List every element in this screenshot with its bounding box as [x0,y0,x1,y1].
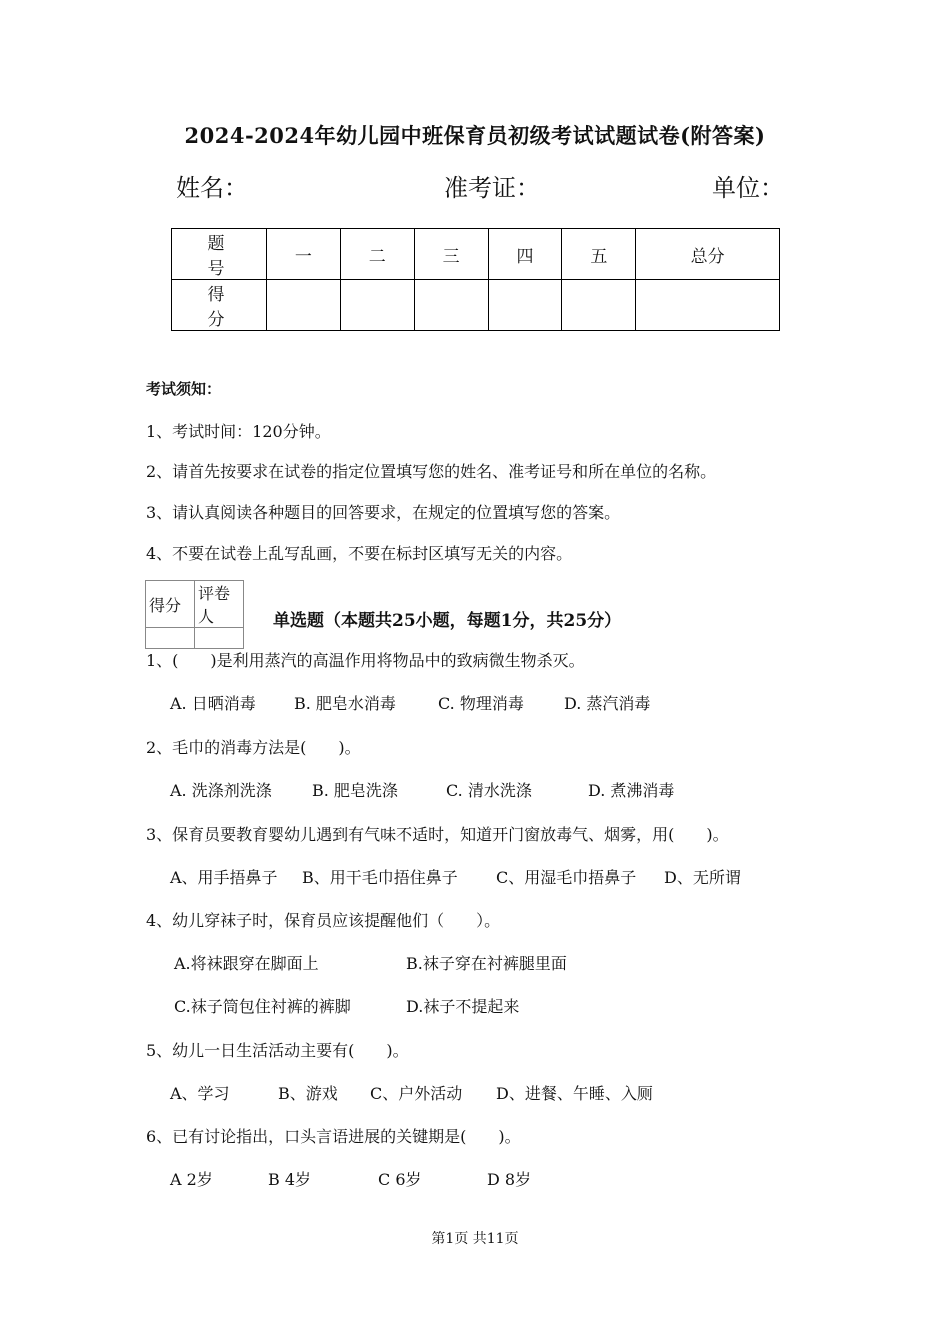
score-cell-total[interactable] [636,280,780,331]
option-c[interactable]: C.袜子筒包住衬裤的裤脚 [174,997,351,1016]
option-c[interactable]: C、用湿毛巾捂鼻子 [496,868,637,887]
option-c[interactable]: C、户外活动 [370,1084,463,1103]
question-stem: 5、幼儿一日生活活动主要有( )。 [146,1041,409,1060]
option-b[interactable]: B.袜子穿在衬裤腿里面 [406,954,567,973]
option-b[interactable]: B 4岁 [268,1170,312,1189]
question-stem: 6、已有讨论指出，口头言语进展的关键期是( )。 [146,1127,521,1146]
note-item: 2、请首先按要求在试卷的指定位置填写您的姓名、准考证号和所在单位的名称。 [146,462,717,481]
exam-id-field-label: 准考证： [444,174,540,202]
notes-heading: 考试须知： [146,380,222,398]
option-c[interactable]: C 6岁 [378,1170,422,1189]
section-4-header: 四 [488,229,562,280]
note-item: 4、不要在试卷上乱写乱画，不要在标封区填写无关的内容。 [146,544,573,563]
note-item: 1、考试时间：120分钟。 [146,422,331,441]
grader-name-label: 评卷人 [195,581,244,628]
section-2-header: 二 [340,229,414,280]
total-header: 总分 [636,229,780,280]
grader-score-cell[interactable] [146,628,195,649]
option-d[interactable]: D、进餐、午睡、入厕 [496,1084,653,1103]
option-a[interactable]: A、用手捂鼻子 [170,868,278,887]
question-number-label: 题 号 [172,229,267,280]
score-cell-5[interactable] [562,280,636,331]
option-a[interactable]: A 2岁 [170,1170,213,1189]
option-a[interactable]: A. 洗涤剂洗涤 [170,781,272,800]
score-cell-2[interactable] [340,280,414,331]
question-stem: 4、幼儿穿袜子时，保育员应该提醒他们（ ）。 [146,911,501,930]
option-d[interactable]: D. 蒸汽消毒 [564,694,651,713]
score-cell-4[interactable] [488,280,562,331]
option-b[interactable]: B. 肥皂洗涤 [312,781,398,800]
grader-score-label: 得分 [146,581,195,628]
option-b[interactable]: B、用干毛巾捂住鼻子 [302,868,458,887]
unit-field-label: 单位： [712,174,784,202]
grader-name-cell[interactable] [195,628,244,649]
question-stem: 1、( )是利用蒸汽的高温作用将物品中的致病微生物杀灭。 [146,651,585,670]
section-5-header: 五 [562,229,636,280]
question-stem: 2、毛巾的消毒方法是( )。 [146,738,361,757]
score-table-header-row [172,229,780,280]
option-c[interactable]: C. 清水洗涤 [446,781,532,800]
score-table-score-row [172,280,780,331]
score-label: 得 分 [172,280,267,331]
option-a[interactable]: A. 日晒消毒 [170,694,256,713]
option-d[interactable]: D.袜子不提起来 [406,997,520,1016]
name-field-label: 姓名： [176,174,248,202]
option-b[interactable]: B. 肥皂水消毒 [294,694,396,713]
section-3-header: 三 [414,229,488,280]
option-d[interactable]: D 8岁 [487,1170,532,1189]
option-d[interactable]: D、无所谓 [664,868,741,887]
page-title: 2024-2024年幼儿园中班保育员初级考试试题试卷(附答案) [184,123,766,148]
score-cell-3[interactable] [414,280,488,331]
section-1-header: 一 [267,229,341,280]
section-title: 单选题（本题共25小题，每题1分，共25分） [273,611,622,631]
score-cell-1[interactable] [267,280,341,331]
note-item: 3、请认真阅读各种题目的回答要求，在规定的位置填写您的答案。 [146,503,621,522]
grader-box [145,580,244,649]
option-a[interactable]: A、学习 [170,1084,230,1103]
score-table [171,228,780,331]
question-stem: 3、保育员要教育婴幼儿遇到有气味不适时，知道开门窗放毒气、烟雾，用( )。 [146,825,729,844]
page-footer: 第1页 共11页 [431,1231,519,1247]
option-b[interactable]: B、游戏 [278,1084,338,1103]
option-c[interactable]: C. 物理消毒 [438,694,524,713]
option-d[interactable]: D. 煮沸消毒 [588,781,675,800]
option-a[interactable]: A.将袜跟穿在脚面上 [174,954,319,973]
